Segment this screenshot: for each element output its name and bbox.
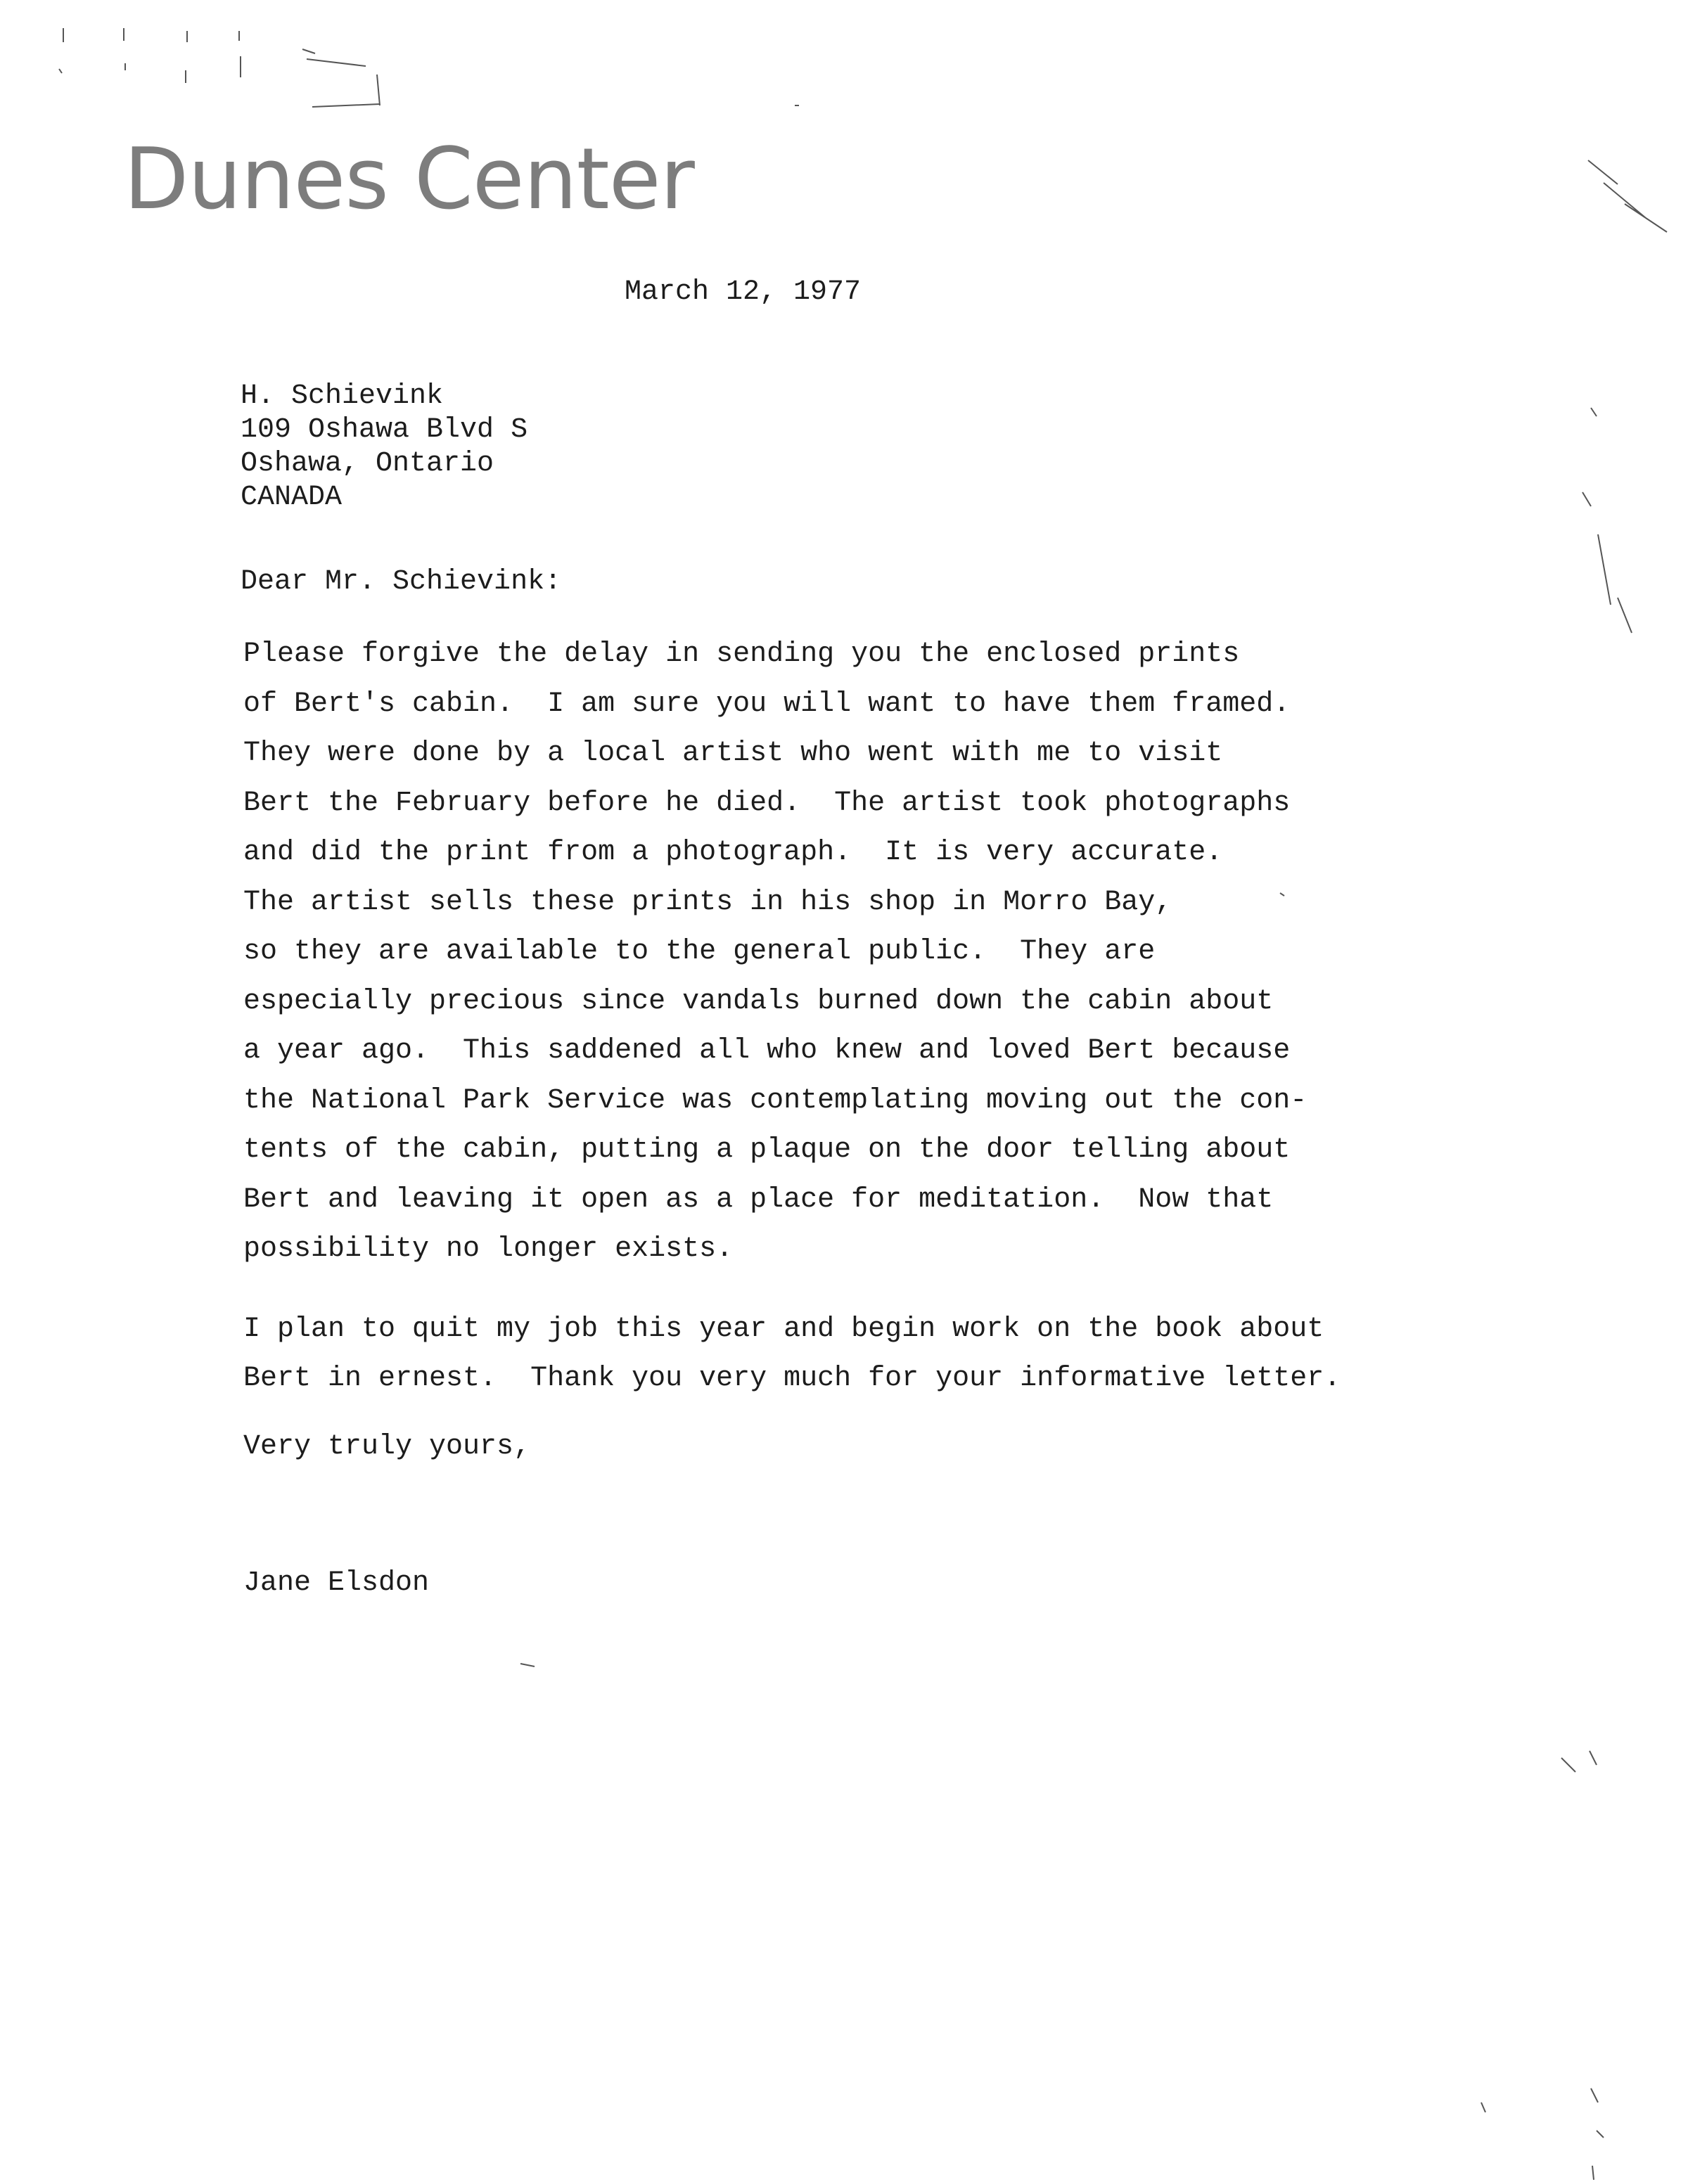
- text-line: a year ago. This saddened all who knew and loved Bert because: [243, 1035, 1291, 1067]
- text-line: so they are available to the general public. They are: [243, 936, 1156, 968]
- text-line: They were done by a local artist who went with me to visit: [243, 738, 1223, 769]
- text-line: tents of the cabin, putting a plaque on the door telling about: [243, 1134, 1291, 1166]
- watermark-logo: Dunes Center: [124, 131, 694, 229]
- address-line: 109 Oshawa Blvd S: [241, 414, 528, 446]
- body-paragraph-2: [243, 1305, 1341, 1403]
- text-line: Bert in ernest. Thank you very much for your informative letter.: [243, 1363, 1341, 1394]
- text-line: especially precious since vandals burned down the cabin about: [243, 985, 1274, 1017]
- text-line: I plan to quit my job this year and begin work on the book about: [243, 1313, 1324, 1345]
- address-line: H. Schievink: [241, 380, 444, 412]
- address-line: Oshawa, Ontario: [241, 448, 494, 480]
- text-line: and did the print from a photograph. It is very accurate.: [243, 837, 1223, 868]
- signature-name: Jane Elsdon: [243, 1567, 430, 1599]
- letter-date: March 12, 1977: [625, 276, 862, 308]
- text-line: of Bert's cabin. I am sure you will want to have them framed.: [243, 688, 1291, 720]
- address-line: CANADA: [241, 482, 343, 513]
- closing: Very truly yours,: [243, 1431, 531, 1463]
- text-line: The artist sells these prints in his shop in Morro Bay,: [243, 886, 1172, 918]
- text-line: the National Park Service was contemplating moving out the con-: [243, 1084, 1307, 1117]
- text-line: Bert the February before he died. The artist took photographs: [243, 787, 1291, 819]
- recipient-address: [241, 380, 528, 515]
- text-line: possibility no longer exists.: [243, 1233, 734, 1265]
- text-line: Bert and leaving it open as a place for meditation. Now that: [243, 1183, 1274, 1216]
- body-paragraph-1: [243, 630, 1307, 1275]
- salutation: Dear Mr. Schievink:: [241, 566, 562, 598]
- text-line: Please forgive the delay in sending you the enclosed prints: [243, 638, 1240, 670]
